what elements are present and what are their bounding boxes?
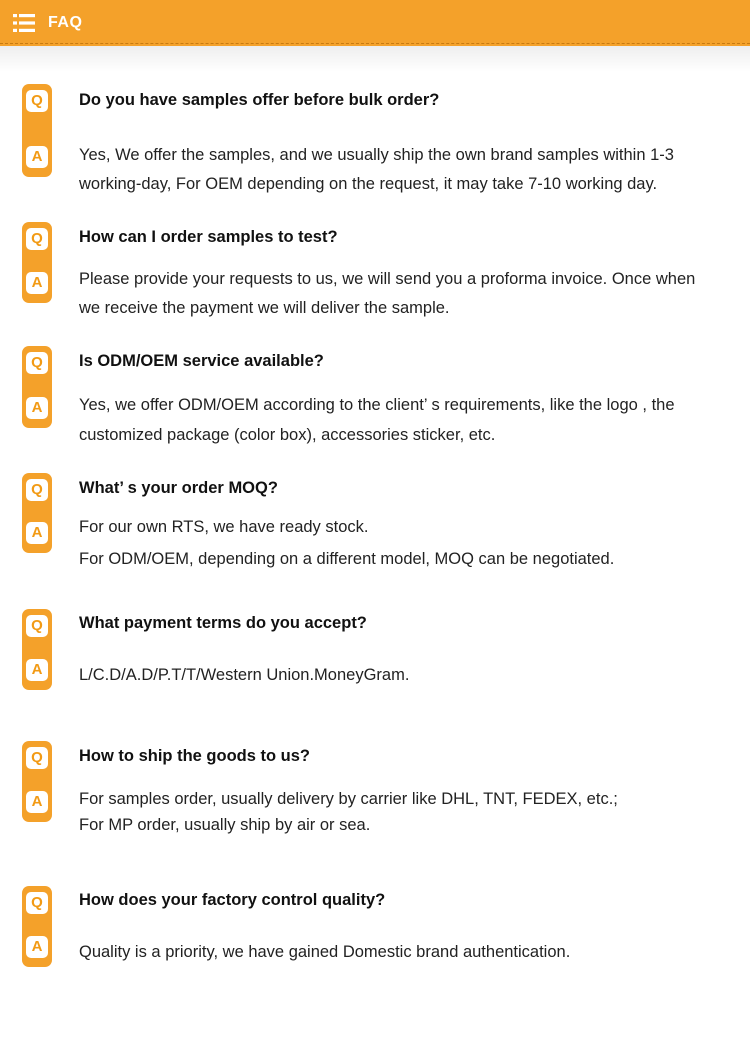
faq-answer bbox=[79, 661, 747, 690]
question-badge: Q bbox=[26, 352, 48, 374]
answer-badge: A bbox=[26, 397, 48, 419]
faq-answer bbox=[79, 141, 747, 199]
answer-badge: A bbox=[26, 522, 48, 544]
answer-badge: A bbox=[26, 791, 48, 813]
answer-line: Quality is a priority, we have gained Domestic brand authentication. bbox=[79, 943, 571, 961]
answer-line: customized package (color box), accessories sticker, etc. bbox=[79, 426, 496, 444]
faq-question: Do you have samples offer before bulk order? bbox=[79, 91, 440, 109]
faq-answer bbox=[79, 390, 747, 450]
header-divider bbox=[0, 43, 750, 44]
faq-answer bbox=[79, 511, 747, 575]
answer-line: working-day, For OEM depending on the request, it may take 7-10 working day. bbox=[79, 175, 658, 193]
faq-answer bbox=[79, 938, 747, 967]
page-title: FAQ bbox=[48, 14, 83, 31]
question-badge: Q bbox=[26, 747, 48, 769]
faq-header bbox=[0, 0, 750, 46]
answer-line: For ODM/OEM, depending on a different model, MOQ can be negotiated. bbox=[79, 550, 615, 568]
question-badge: Q bbox=[26, 479, 48, 501]
answer-line: Yes, We offer the samples, and we usually ship the own brand samples within 1-3 bbox=[79, 146, 674, 164]
answer-line: For MP order, usually ship by air or sea. bbox=[79, 816, 371, 834]
answer-line: For samples order, usually delivery by carrier like DHL, TNT, FEDEX, etc.; bbox=[79, 790, 618, 808]
faq-question: What’ s your order MOQ? bbox=[79, 479, 278, 497]
question-badge: Q bbox=[26, 615, 48, 637]
answer-line: Yes, we offer ODM/OEM according to the client’ s requirements, like the logo , the bbox=[79, 396, 675, 414]
faq-answer bbox=[79, 265, 747, 323]
answer-line: we receive the payment we will deliver the sample. bbox=[79, 299, 450, 317]
faq-answer bbox=[79, 786, 747, 838]
faq-question: How can I order samples to test? bbox=[79, 228, 338, 246]
answer-badge: A bbox=[26, 146, 48, 168]
question-badge: Q bbox=[26, 892, 48, 914]
answer-line: L/C.D/A.D/P.T/T/Western Union.MoneyGram. bbox=[79, 666, 410, 684]
header-shadow bbox=[0, 46, 750, 72]
answer-badge: A bbox=[26, 936, 48, 958]
faq-question: How to ship the goods to us? bbox=[79, 747, 310, 765]
faq-question: What payment terms do you accept? bbox=[79, 614, 367, 632]
answer-line: Please provide your requests to us, we will send you a proforma invoice. Once when bbox=[79, 270, 696, 288]
question-badge: Q bbox=[26, 90, 48, 112]
list-icon bbox=[13, 13, 35, 33]
answer-badge: A bbox=[26, 659, 48, 681]
faq-question: How does your factory control quality? bbox=[79, 891, 386, 909]
answer-line: For our own RTS, we have ready stock. bbox=[79, 518, 369, 536]
answer-badge: A bbox=[26, 272, 48, 294]
question-badge: Q bbox=[26, 228, 48, 250]
faq-question: Is ODM/OEM service available? bbox=[79, 352, 324, 370]
